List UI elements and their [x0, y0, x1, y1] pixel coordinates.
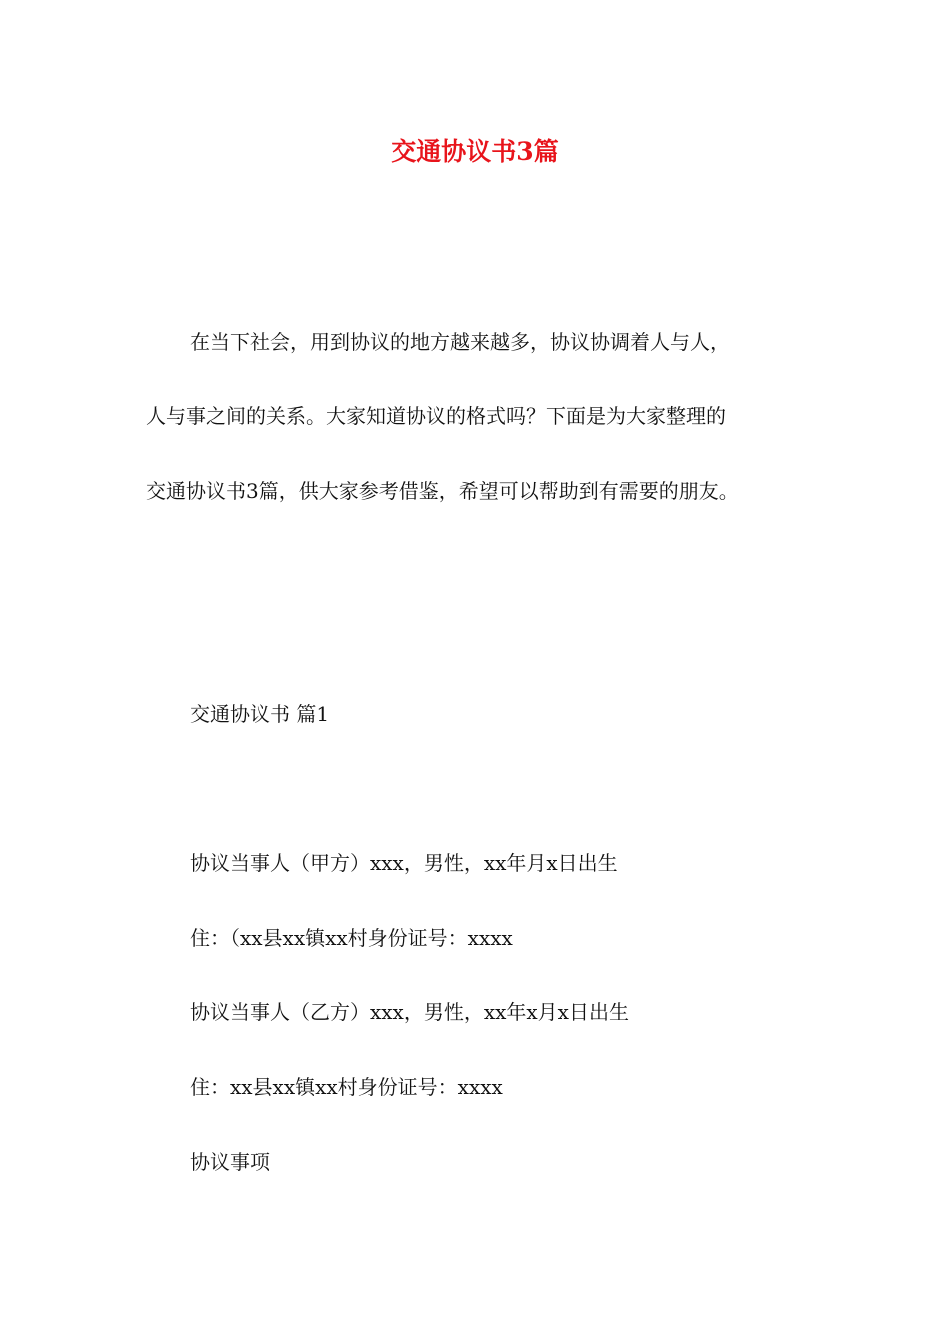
party-b-address-line: 住：xx县xx镇xx村身份证号：xxxx — [190, 1075, 503, 1099]
agreement-items-heading: 协议事项 — [190, 1150, 270, 1174]
party-a-line: 协议当事人（甲方）xxx，男性，xx年月x日出生 — [190, 851, 618, 875]
section-heading: 交通协议书 篇1 — [190, 702, 330, 726]
party-a-address-line: 住：（xx县xx镇xx村身份证号：xxxx — [190, 926, 513, 950]
intro-line-3: 交通协议书3篇，供大家参考借鉴，希望可以帮助到有需要的朋友。 — [146, 479, 739, 503]
document-title: 交通协议书3篇 — [391, 137, 559, 166]
party-b-line: 协议当事人（乙方）xxx，男性，xx年x月x日出生 — [190, 1000, 629, 1024]
intro-line-1: 在当下社会，用到协议的地方越来越多，协议协调着人与人， — [190, 330, 730, 354]
intro-line-2: 人与事之间的关系。大家知道协议的格式吗？下面是为大家整理的 — [146, 404, 726, 428]
